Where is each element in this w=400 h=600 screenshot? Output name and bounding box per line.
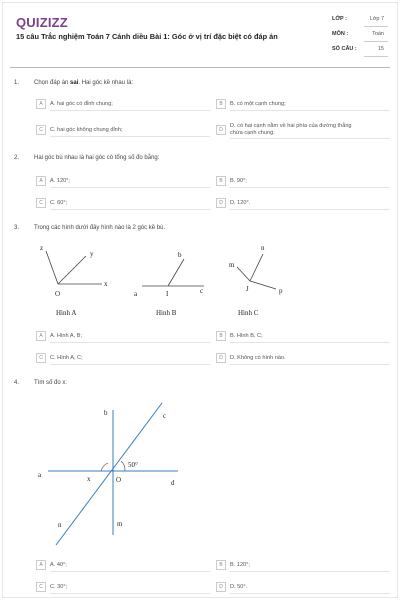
meta-subject-value: Toán [372, 31, 384, 37]
option-text: A. hai góc có đỉnh chung; [50, 101, 113, 107]
figure-a-label-y: y [90, 250, 94, 258]
question-3-figures [0, 235, 400, 325]
figure-4-label-a: a [38, 471, 42, 479]
question-1-number: 1. [14, 80, 20, 86]
question-4-text: Tìm số đo x: [34, 380, 68, 386]
option-letter-box: A [36, 99, 46, 109]
figure-c-caption: Hình C [238, 309, 259, 317]
option-letter-box: B [216, 176, 226, 186]
figure-4-label-o: O [116, 476, 122, 484]
figure-b-label-b: b [178, 251, 182, 259]
page-title: 15 câu Trắc nghiệm Toán 7 Cánh diều Bài 1: Góc ở vị trí đặc biệt có đáp án [16, 32, 278, 41]
figure-b-label-c: c [200, 287, 204, 295]
option-letter-box: B [216, 331, 226, 341]
option-text: B. có một cạnh chung; [230, 101, 286, 107]
option-letter-box: C [36, 198, 46, 208]
option-text: A. 40°; [50, 562, 67, 568]
figure-c [229, 244, 283, 317]
figure-4-label-angle: 50° [128, 461, 138, 469]
meta-class [330, 13, 390, 27]
figure-a-label-x: x [104, 280, 108, 288]
figure-b-caption: Hình B [156, 309, 177, 317]
option-text: C. Hình A, C; [50, 355, 83, 361]
question-4-figure [0, 395, 400, 555]
option-letter-box: B [216, 560, 226, 570]
option-letter-box: D [216, 582, 226, 592]
quizizz-logo: QUIZIZZ [16, 15, 68, 30]
option-text: B. Hình B, C; [230, 333, 263, 339]
option-text: C. hai góc không chung đỉnh; [50, 127, 123, 133]
figure-a-label-z: z [40, 244, 44, 252]
figure-b [134, 251, 204, 317]
question-3-number: 3. [14, 225, 20, 231]
option-text: C. 60°; [50, 200, 68, 206]
option-text: C. 30°; [50, 584, 68, 590]
question-4-number: 4. [14, 380, 20, 386]
question-2-number: 2. [14, 155, 20, 161]
option-letter-box: D [216, 125, 226, 135]
option-letter-box: D [216, 353, 226, 363]
option-text: D. có hai cạnh nằm về hai phía của đường thẳng chứa cạnh chung. [230, 123, 352, 136]
figure-4-label-x: x [87, 475, 91, 483]
option-text: A. Hình A, B; [50, 333, 83, 339]
meta-subject [330, 28, 390, 42]
option-letter-box: A [36, 560, 46, 570]
option-letter-box: D [216, 198, 226, 208]
option-text: D. 120°. [230, 200, 251, 206]
figure-c-label-p: p [279, 287, 283, 295]
meta-subject-label: MÔN : [332, 31, 349, 37]
figure-a [40, 244, 108, 317]
option-letter-box: C [36, 125, 46, 135]
option-text: D. Không có hình nào. [230, 355, 286, 361]
figure-4-label-m: m [117, 520, 123, 528]
header-divider [10, 67, 390, 68]
figure-4-label-b: b [104, 409, 108, 417]
meta-class-value: Lớp 7 [369, 16, 384, 22]
option-text: B. 120°; [230, 562, 250, 568]
meta-count [330, 43, 390, 57]
figure-4-label-c: c [163, 412, 167, 420]
option-text: A. 120°; [50, 178, 70, 184]
figure-c-label-m: m [229, 261, 235, 269]
option-letter-box: C [36, 582, 46, 592]
figure-b-label-i: I [166, 290, 169, 298]
figure-c-label-n: n [261, 244, 265, 252]
question-2-text: Hai góc bù nhau là hai góc có tổng số đo bằng: [34, 155, 160, 161]
figure-a-label-o: O [55, 290, 61, 298]
figure-c-label-j: J [246, 285, 249, 293]
meta-count-label: SỐ CÂU : [332, 46, 357, 52]
meta-class-label: LỚP : [332, 16, 347, 22]
option-letter-box: C [36, 353, 46, 363]
meta-count-value: 15 [377, 46, 384, 52]
option-text: B. 90°; [230, 178, 247, 184]
figure-b-label-a: a [134, 290, 138, 298]
question-1-text: Chọn đáp án sai. Hai góc kề nhau là: [34, 80, 134, 86]
figure-4-label-d: d [171, 479, 175, 487]
option-letter-box: A [36, 176, 46, 186]
figure-a-caption: Hình A [56, 309, 77, 317]
question-3-text: Trong các hình dưới đây hình nào là 2 góc kề bù. [34, 225, 166, 231]
option-letter-box: B [216, 99, 226, 109]
option-text: D. 50°. [230, 584, 248, 590]
option-letter-box: A [36, 331, 46, 341]
figure-4-label-n: n [58, 521, 62, 529]
